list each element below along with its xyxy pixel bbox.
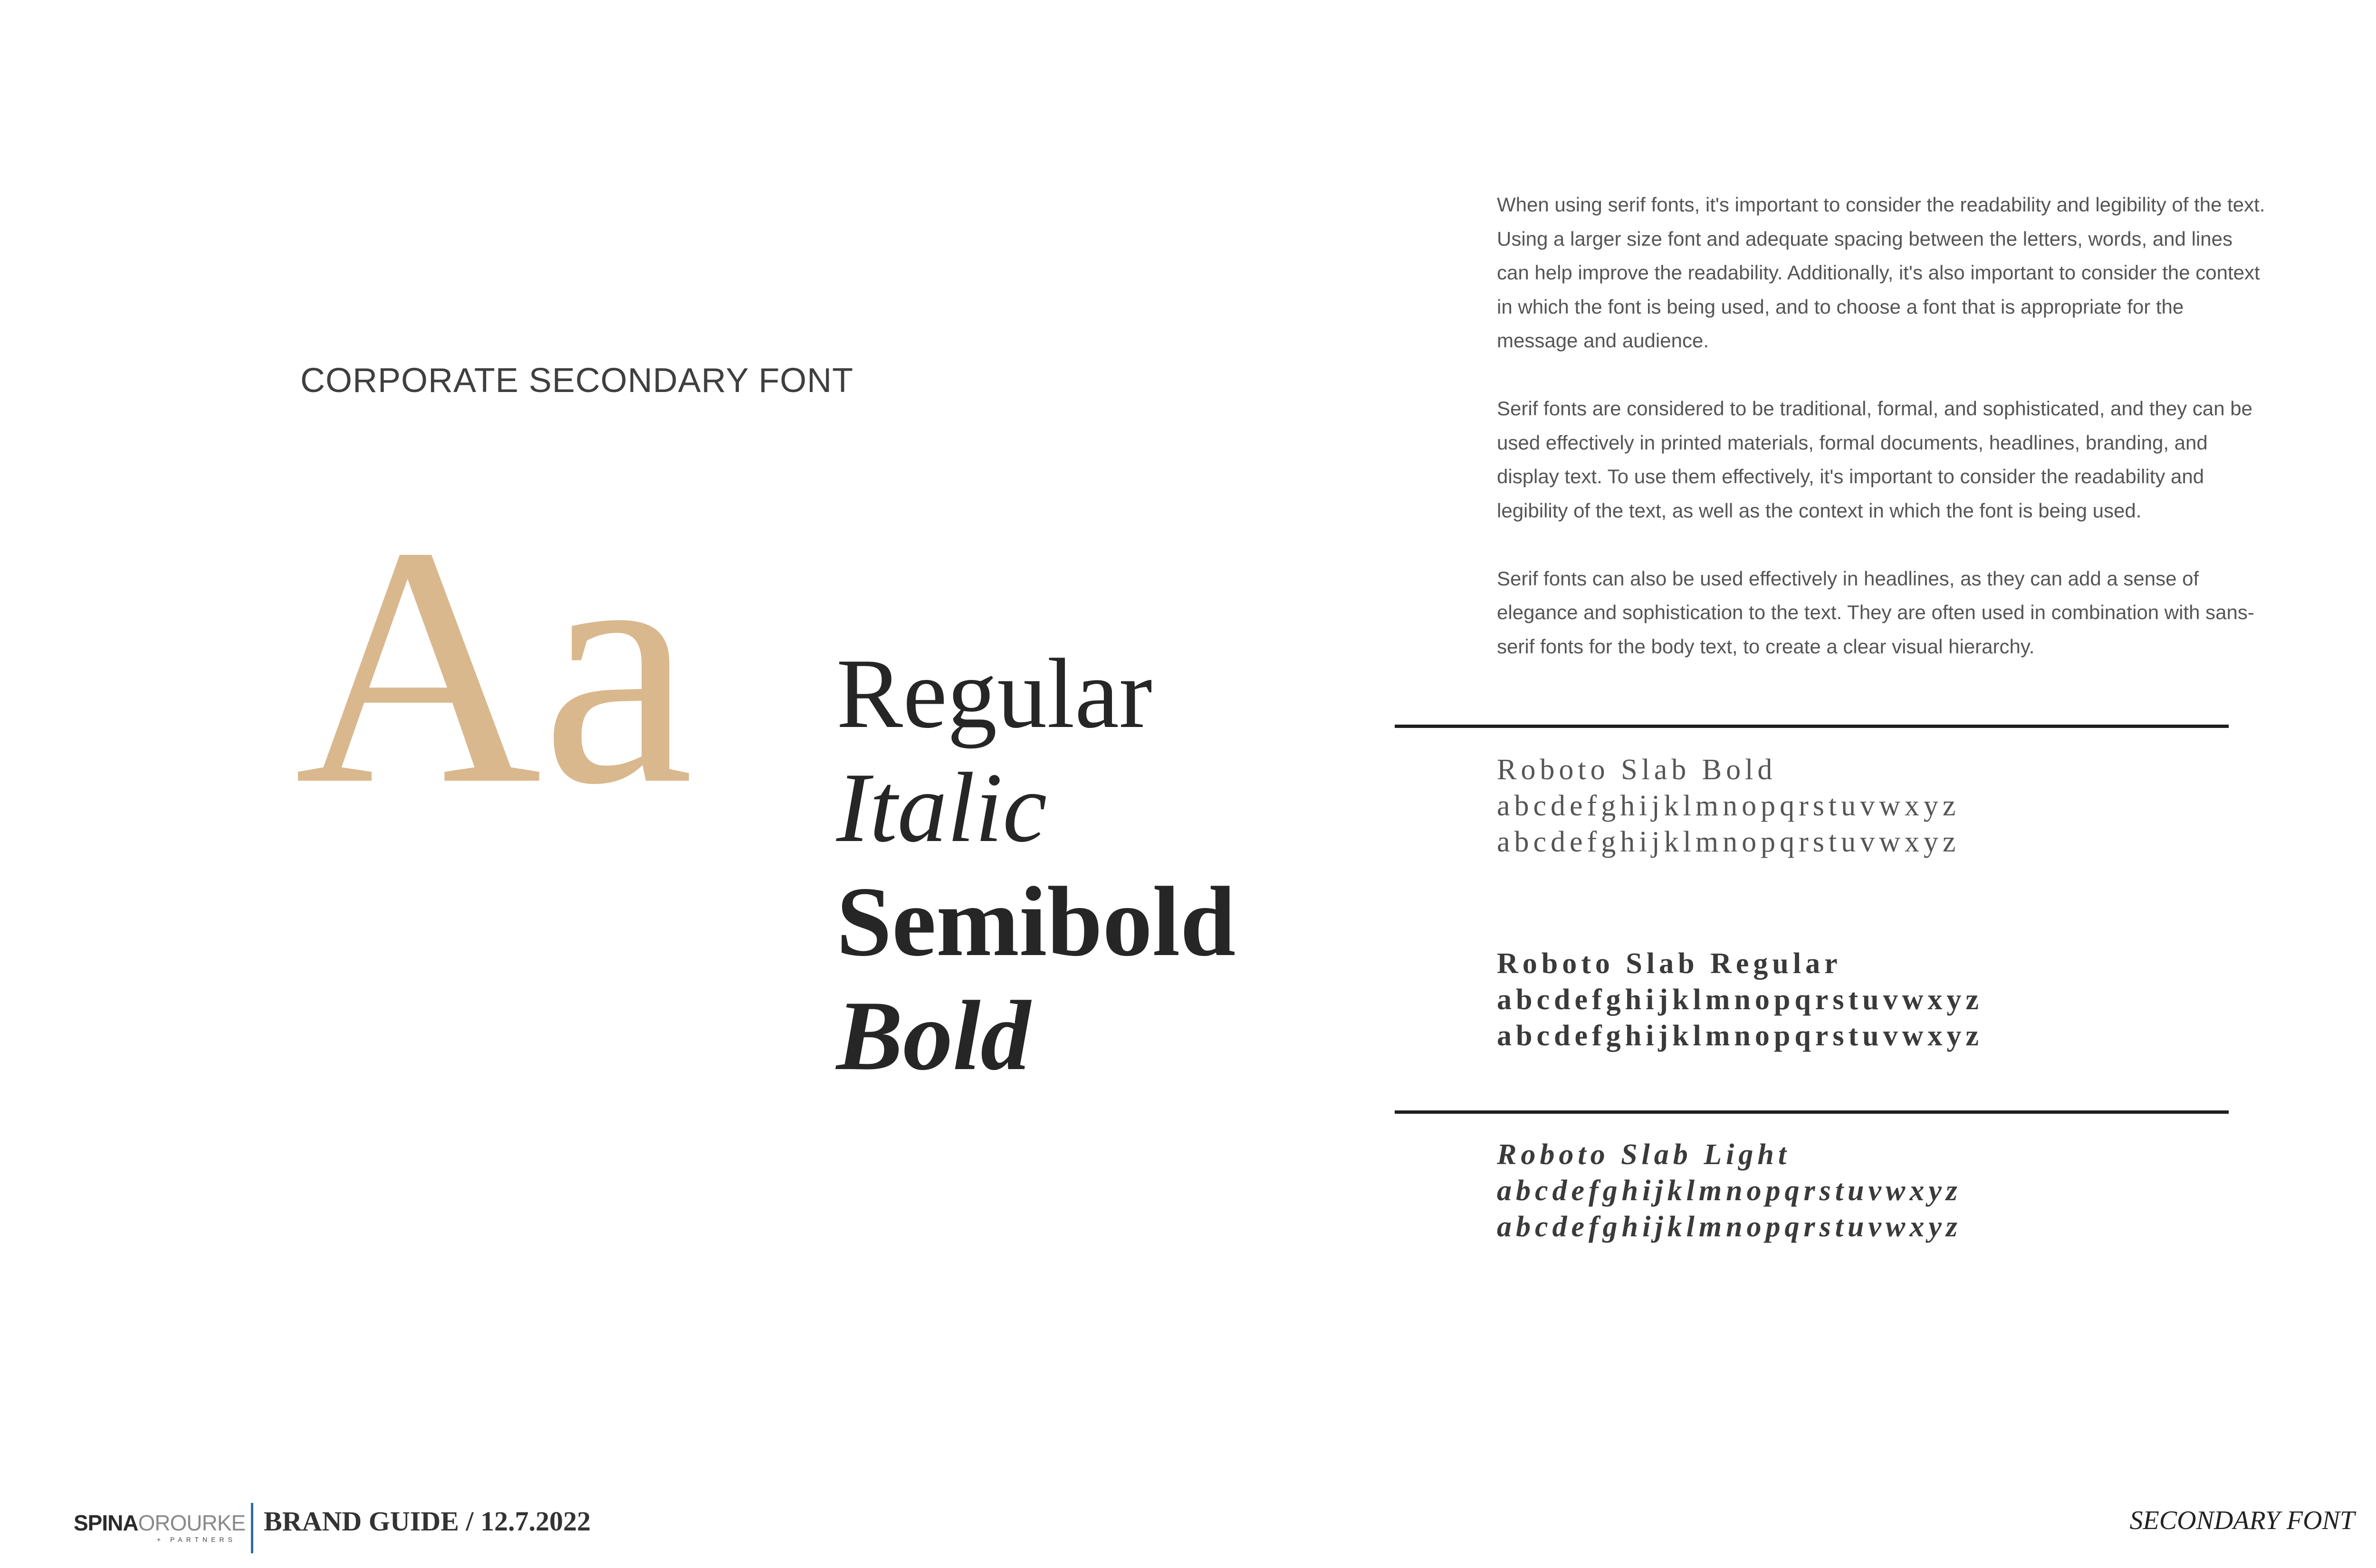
glyph-sample: Aa [295, 476, 694, 855]
paragraph-usage: Serif fonts are considered to be traditional, formal, and sophisticated, and they can be used effectively in printed materials, formal documents, headlines, branding, and display text. To use them effectively, it's important to consider the readability and legibility of the text, as well as the context in which the font is being used. [1497, 397, 2252, 522]
specimen-name: Roboto Slab Bold [1497, 754, 1777, 786]
weight-regular: Regular [836, 639, 1152, 749]
specimen-name: Roboto Slab Light [1497, 1138, 1791, 1171]
section-title: CORPORATE SECONDARY FONT [300, 362, 854, 400]
logo-partners: + PARTNERS [157, 1536, 237, 1543]
body-text [1497, 188, 2267, 698]
footer-section-label: SECONDARY FONT [2129, 1506, 2355, 1535]
specimen-roboto-slab-regular [1497, 946, 1983, 1054]
divider-rule [1395, 725, 2229, 728]
specimen-alphabet: abcdefghijklmnopqrstuvwxyz [1497, 826, 1960, 858]
specimen-alphabet: abcdefghijklmnopqrstuvwxyz [1497, 1020, 1983, 1052]
specimen-alphabet: abcdefghijklmnopqrstuvwxyz [1497, 984, 1983, 1016]
specimen-roboto-slab-light [1497, 1137, 1962, 1245]
footer-title: BRAND GUIDE / 12.7.2022 [264, 1506, 591, 1537]
weight-semibold: Semibold [836, 867, 1236, 977]
specimen-alphabet: abcdefghijklmnopqrstuvwxyz [1497, 790, 1960, 822]
footer-divider [251, 1503, 253, 1553]
divider-rule [1395, 1110, 2229, 1114]
company-logo [74, 1511, 245, 1535]
logo-orourke: OROURKE [138, 1511, 246, 1535]
specimen-name: Roboto Slab Regular [1497, 947, 1842, 980]
specimen-alphabet: abcdefghijklmnopqrstuvwxyz [1497, 1211, 1962, 1243]
specimen-alphabet: abcdefghijklmnopqrstuvwxyz [1497, 1175, 1962, 1207]
logo-spina: SPINA [74, 1511, 138, 1535]
weight-bold: Bold [836, 981, 1031, 1091]
font-weights-list [836, 637, 1236, 1093]
paragraph-readability: When using serif fonts, it's important to consider the readability and legibility of the text. Using a larger size font and adequate spacing between the letters, words, and lines can help improve the readability. Additionally, it's also important to consider the context in which the font is being used, and to choose a font that is appropriate for the message and audience. [1497, 193, 2265, 352]
weight-italic: Italic [836, 753, 1047, 863]
paragraph-headlines: Serif fonts can also be used effectively in headlines, as they can add a sense of elegance and sophistication to the text. They are often used in combination with sans-serif fonts for the body text, to create a clear visual hierarchy. [1497, 567, 2254, 658]
specimen-roboto-slab-bold [1497, 752, 1960, 860]
